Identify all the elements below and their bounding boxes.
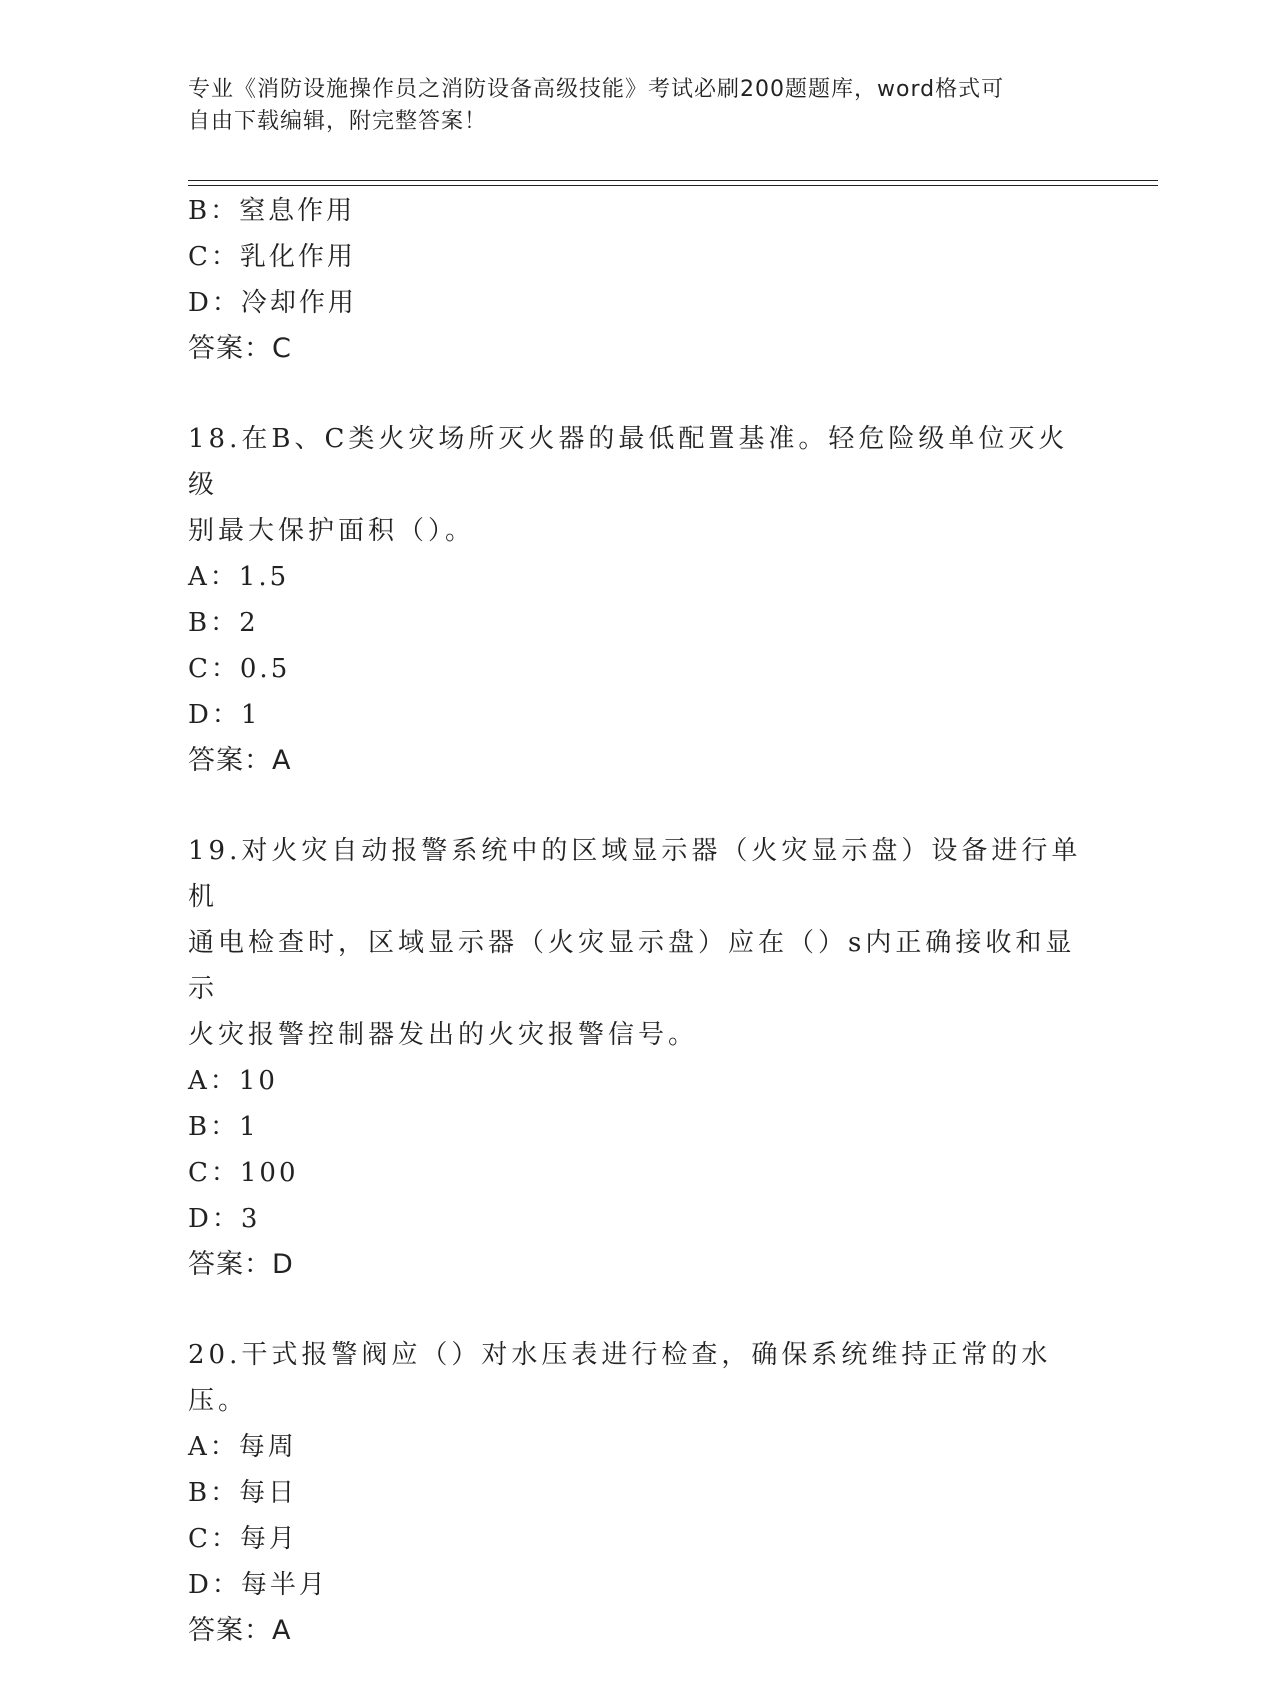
question-text bbox=[188, 1332, 1088, 1424]
option-b: B：窒息作用 bbox=[188, 196, 356, 226]
option-d: D：每半月 bbox=[188, 1570, 328, 1600]
option-b: B：2 bbox=[188, 608, 259, 638]
question-text-line: 别最大保护面积（）。 bbox=[188, 516, 476, 546]
question-text-line: 火灾报警控制器发出的火灾报警信号。 bbox=[188, 1020, 699, 1050]
question-text-line: 通电检查时，区域显示器（火灾显示盘）应在（）s内正确接收和显示 bbox=[188, 928, 1076, 1004]
answer: 答案：D bbox=[188, 1249, 294, 1280]
option-d: D：3 bbox=[188, 1204, 261, 1234]
question-18 bbox=[188, 416, 1088, 784]
option-d: D：1 bbox=[188, 700, 261, 730]
document-header bbox=[188, 74, 1088, 138]
option-c: C：每月 bbox=[188, 1524, 298, 1554]
header-line-1: 专业《消防设施操作员之消防设备高级技能》考试必刷200题题库，word格式可 bbox=[188, 77, 1005, 102]
option-c: C：100 bbox=[188, 1158, 299, 1188]
option-a: A：1.5 bbox=[188, 562, 290, 592]
option-d: D：冷却作用 bbox=[188, 288, 357, 318]
option-b: B：每日 bbox=[188, 1478, 298, 1508]
option-c: C：0.5 bbox=[188, 654, 291, 684]
header-line-2: 自由下载编辑，附完整答案！ bbox=[188, 109, 488, 134]
question-list bbox=[188, 188, 1088, 1698]
question-17 bbox=[188, 188, 1088, 372]
option-c: C：乳化作用 bbox=[188, 242, 356, 272]
question-text-line: 19.对火灾自动报警系统中的区域显示器（火灾显示盘）设备进行单机 bbox=[188, 836, 1082, 912]
option-b: B：1 bbox=[188, 1112, 259, 1142]
header-divider bbox=[188, 180, 1158, 186]
option-a: A：每周 bbox=[188, 1432, 297, 1462]
question-text bbox=[188, 416, 1088, 554]
answer: 答案：C bbox=[188, 333, 292, 364]
answer: 答案：A bbox=[188, 1615, 292, 1646]
question-text bbox=[188, 828, 1088, 1058]
answer: 答案：A bbox=[188, 745, 292, 776]
question-text-line: 18.在B、C类火灾场所灭火器的最低配置基准。轻危险级单位灭火级 bbox=[188, 424, 1069, 500]
question-text-line: 20.干式报警阀应（）对水压表进行检查，确保系统维持正常的水压。 bbox=[188, 1340, 1052, 1416]
question-19 bbox=[188, 828, 1088, 1288]
question-20 bbox=[188, 1332, 1088, 1654]
option-a: A：10 bbox=[188, 1066, 278, 1096]
